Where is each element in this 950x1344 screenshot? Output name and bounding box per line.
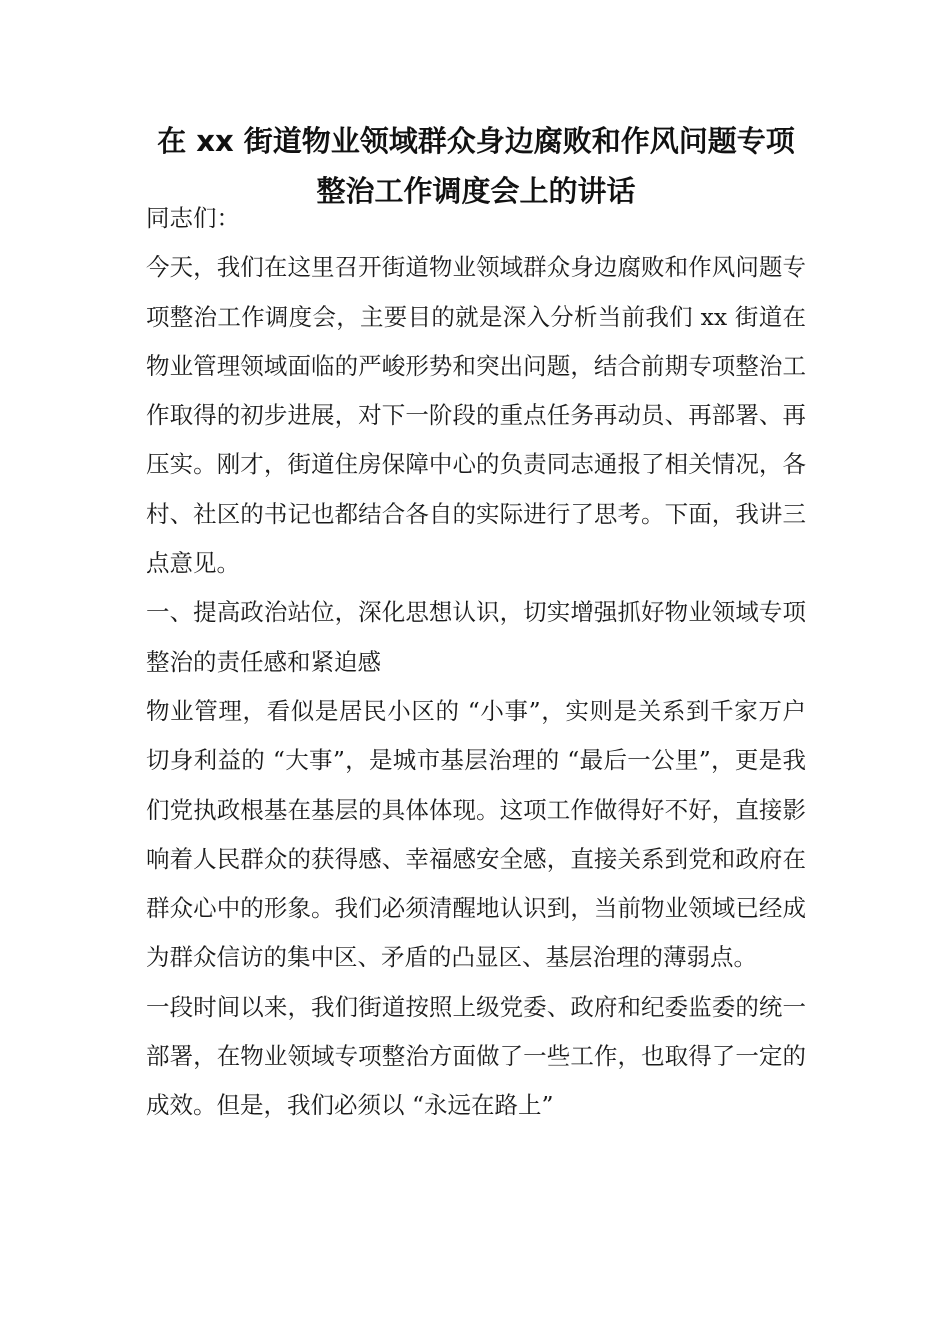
paragraph-property-management: 物业管理，看似是居民小区的 “小事”，实则是关系到千家万户切身利益的 “大事”，是城市基层治理的 “最后一公里”，更是我们党执政根基在基层的具体体现。这项工作做得好不好，直接影响着人民群众的获得感、幸福感安全感，直接关系到党和政府在群众心中的形象。我们必须清醒地认识到，当前物业领域已经成为群众信访的集中区、矛盾的凸显区、基层治理的薄弱点。 xyxy=(146,696,806,972)
document-title: 在 xx 街道物业领域群众身边腐败和作风问题专项整治工作调度会上的讲话 xyxy=(157,124,795,208)
paragraph-intro: 今天，我们在这里召开街道物业领域群众身边腐败和作风问题专项整治工作调度会，主要目的就是深入分析当前我们 xx 街道在物业管理领域面临的严峻形势和突出问题，结合前期专项整治工作取得的初步进展，对下一阶段的重点任务再动员、再部署、再压实。刚才，街道住房保障中心的负责同志通报了相关情况，各村、社区的书记也都结合各自的实际进行了思考。下面，我讲三点意见。 xyxy=(146,253,806,578)
salutation: 同志们： xyxy=(146,204,240,232)
document-body xyxy=(146,194,806,1131)
section-heading-1: 一、提高政治站位，深化思想认识，切实增强抓好物业领域专项整治的责任感和紧迫感 xyxy=(146,598,806,676)
paragraph-recent-work: 一段时间以来，我们街道按照上级党委、政府和纪委监委的统一部署，在物业领域专项整治方面做了一些工作，也取得了一定的成效。但是，我们必须以 “永远在路上” xyxy=(146,992,806,1120)
